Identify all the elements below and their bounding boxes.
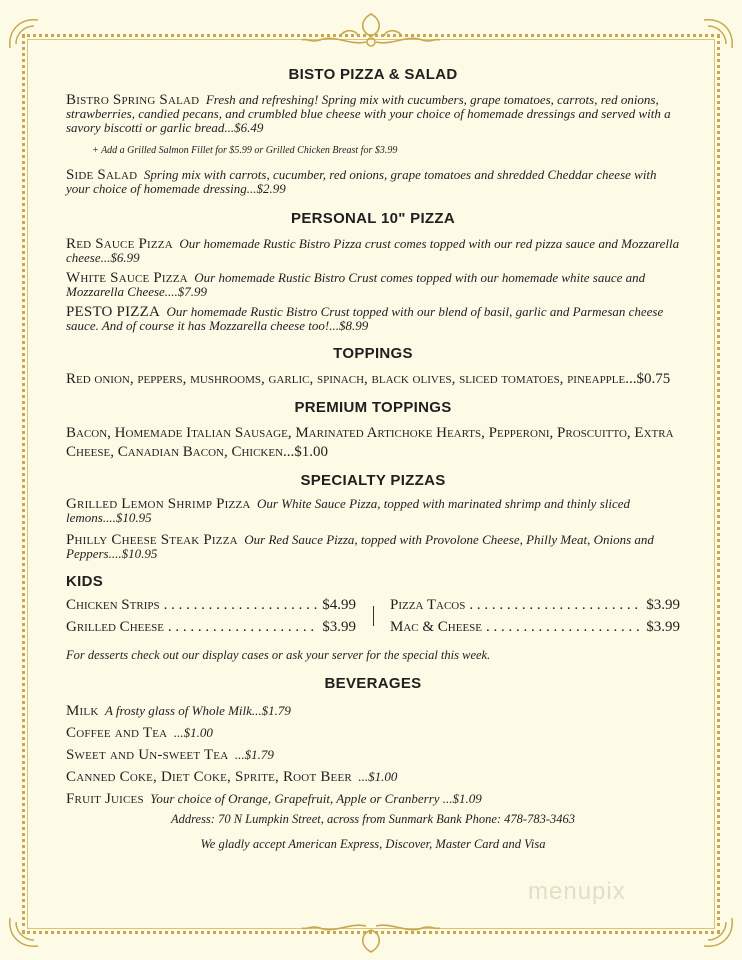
section-title-pizza-salad: BISTO PIZZA & SALAD [288, 66, 458, 83]
item-description: Our homemade Rustic Bistro Crust topped with our blend of basil, garlic and Parmesan cheese sauce. And of course it has Mozzarella cheese too!...$8.99 [66, 304, 664, 333]
corner-flourish-icon [698, 912, 738, 952]
item-name: Canned Coke, Diet Coke, Sprite, Root Beer [66, 769, 352, 785]
item-name: Grilled Cheese [66, 619, 164, 635]
menu-item [66, 766, 680, 788]
section-title-premium-toppings: PREMIUM TOPPINGS [294, 399, 452, 416]
desserts-note: For desserts check out our display cases or ask your server for the special this week. [66, 648, 491, 662]
menu-item [66, 533, 680, 561]
item-description: Our homemade Rustic Bistro Pizza crust comes topped with our red pizza sauce and Mozzarella cheese...$6.99 [66, 236, 680, 265]
menu-item [66, 93, 680, 135]
kids-item [66, 616, 356, 638]
kids-column-left [66, 594, 356, 638]
menu-item [66, 700, 680, 722]
item-name: Mac & Cheese [390, 619, 483, 635]
kids-column-right [390, 594, 680, 638]
menu-item [66, 497, 680, 525]
item-name: PESTO PIZZA [66, 304, 161, 320]
premium-toppings-list: Bacon, Homemade Italian Sausage, Marinated Artichoke Hearts, Pepperoni, Proscuitto, Extra Cheese, Canadian Bacon, Chicken...$1.00 [66, 425, 674, 460]
item-price: $4.99 [322, 597, 356, 613]
section-title-personal-pizza: PERSONAL 10" PIZZA [291, 210, 455, 227]
menu-item [66, 722, 680, 744]
section-title-specialty: SPECIALTY PIZZAS [300, 472, 446, 489]
item-description: Our homemade Rustic Bistro Crust comes topped with our homemade white sauce and Mozzarella Cheese....$7.99 [66, 270, 646, 299]
kids-menu [66, 594, 680, 638]
item-name: Pizza Tacos [390, 597, 466, 613]
item-description: ...$1.79 [234, 747, 274, 762]
item-description: Your choice of Orange, Grapefruit, Apple or Cranberry ...$1.09 [150, 791, 482, 806]
item-name: Philly Cheese Steak Pizza [66, 532, 238, 548]
kids-item [390, 616, 680, 638]
kids-item [66, 594, 356, 616]
item-name: Grilled Lemon Shrimp Pizza [66, 496, 251, 512]
item-name: Bistro Spring Salad [66, 92, 200, 108]
menu-item [66, 788, 680, 810]
add-on-note: + Add a Grilled Salmon Fillet for $5.99 or Grilled Chicken Breast for $3.99 [92, 145, 398, 156]
item-name: Milk [66, 703, 99, 719]
menu-item [66, 168, 680, 196]
corner-flourish-icon [4, 14, 44, 54]
section-title-kids: KIDS [66, 573, 104, 590]
item-description: Fresh and refreshing! Spring mix with cucumbers, grape tomatoes, carrots, red onions, strawberries, candied pecans, and crumbled blue cheese with your choice of homemade dressings and served with a savory biscotti or garlic bread...$6.49 [66, 92, 671, 135]
section-title-beverages: BEVERAGES [324, 675, 422, 692]
kids-item [390, 594, 680, 616]
menu-item [66, 744, 680, 766]
menu-item [66, 237, 680, 265]
item-description: Our White Sauce Pizza, topped with marinated shrimp and thinly sliced lemons....$10.95 [66, 496, 631, 525]
item-name: Red Sauce Pizza [66, 236, 173, 252]
item-price: $3.99 [322, 619, 356, 635]
payment-line: We gladly accept American Express, Discover, Master Card and Visa [200, 837, 546, 851]
item-description: Spring mix with carrots, cucumber, red onions, grape tomatoes and shredded Cheddar cheese with your choice of homemade dressing...$2.99 [66, 167, 657, 196]
toppings-list: Red onion, peppers, mushrooms, garlic, spinach, black olives, sliced tomatoes, pineapple...$0.75 [66, 371, 671, 387]
item-price: $3.99 [646, 597, 680, 613]
menu-content [66, 62, 680, 852]
item-name: Chicken Strips [66, 597, 160, 613]
item-name: Coffee and Tea [66, 725, 168, 741]
menu-item [66, 305, 680, 333]
item-name: Sweet and Un-sweet Tea [66, 747, 229, 763]
top-ornament-icon [300, 10, 442, 50]
item-description: A frosty glass of Whole Milk...$1.79 [104, 703, 291, 718]
item-description: ...$1.00 [173, 725, 213, 740]
corner-flourish-icon [4, 912, 44, 952]
item-description: ...$1.00 [358, 769, 398, 784]
item-price: $3.99 [646, 619, 680, 635]
menu-item [66, 271, 680, 299]
item-name: Side Salad [66, 167, 138, 183]
address-line: Address: 70 N Lumpkin Street, across from Sunmark Bank Phone: 478-783-3463 [170, 812, 575, 826]
watermark: menupix [528, 878, 626, 905]
bottom-ornament-icon [300, 920, 442, 956]
section-title-toppings: TOPPINGS [333, 345, 413, 362]
item-description: Our Red Sauce Pizza, topped with Provolone Cheese, Philly Meat, Onions and Peppers....$10.95 [66, 532, 654, 561]
corner-flourish-icon [698, 14, 738, 54]
item-name: White Sauce Pizza [66, 270, 188, 286]
kids-divider [373, 606, 374, 626]
item-name: Fruit Juices [66, 791, 144, 807]
